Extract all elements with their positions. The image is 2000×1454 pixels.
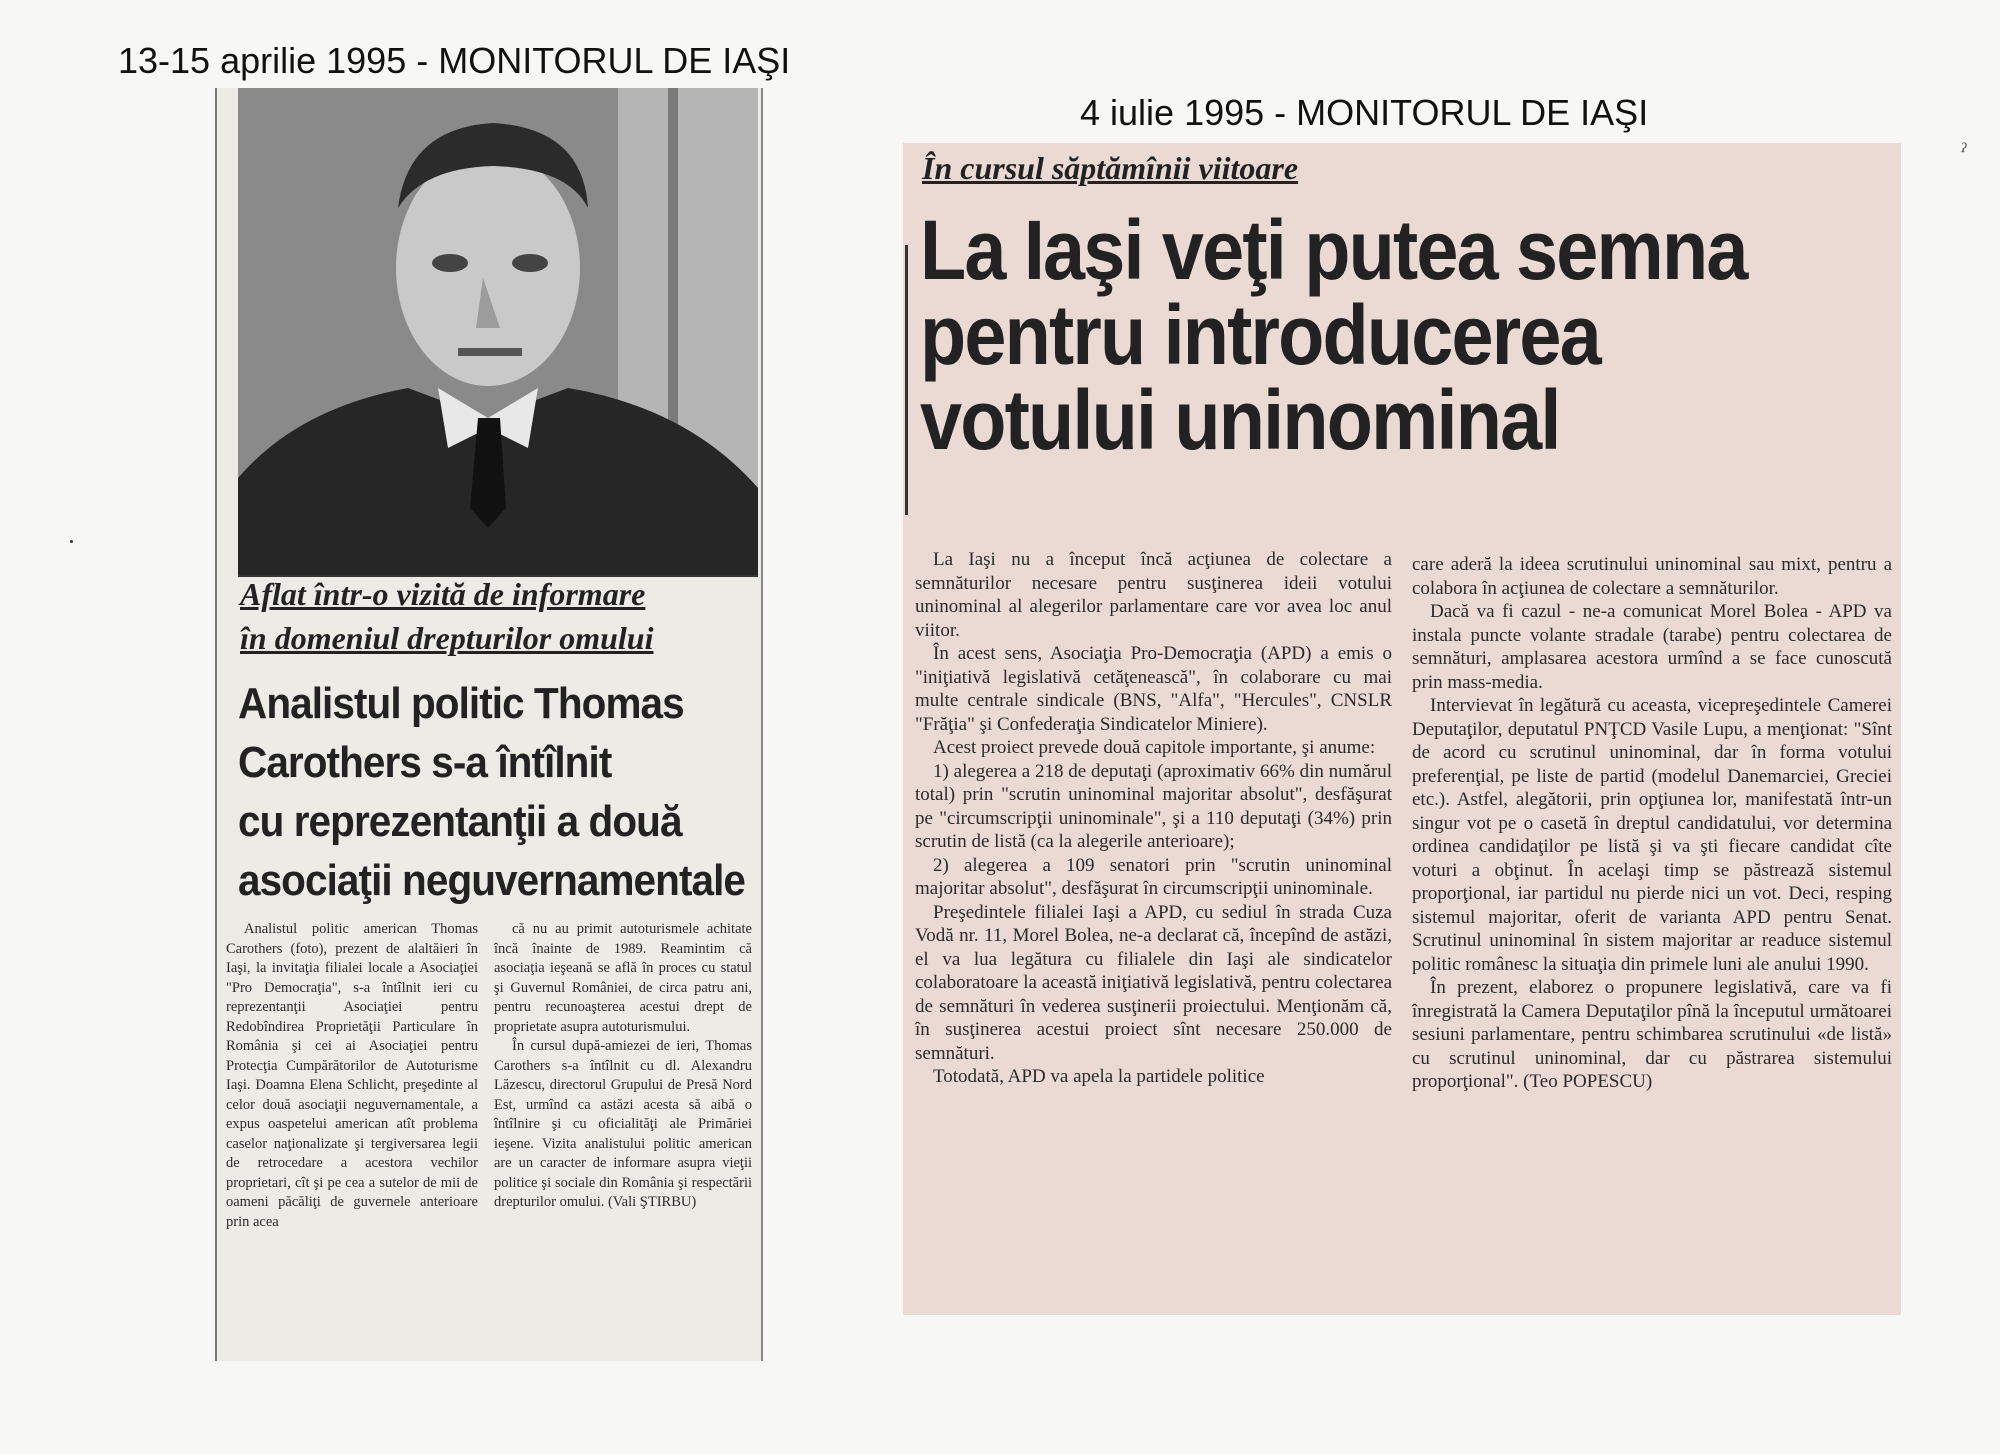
article-paragraph: În cursul după-amiezei de ieri, Thomas Carothers s-a întîlnit cu dl. Alexandru Lăzescu, directorul Grupului de Presă Nord Est, urmînd ca astăzi acesta să aibă o întîlnire şi cu oficialităţi ale Primăriei ieşene. Vizita analistului politic american are un caracter de informare asupra vieţii politice şi sociale din România şi respectării drepturilor omului. (Vali ŞTIRBU): [494, 1038, 752, 1210]
right-article-column-2: [1412, 553, 1892, 1094]
right-headline: [920, 203, 1802, 467]
left-headline-line: cu reprezentanţii a două: [238, 797, 682, 846]
article-paragraph: că nu au primit autoturismele achitate încă înainte de 1989. Reamintim că asociaţia ieşeană se află în proces cu statul şi Guvernul României, de circa patru ani, pentru recunoaşterea acestui drept de proprietate asupra autoturismului.: [494, 921, 752, 1035]
article-paragraph: 1) alegerea a 218 de deputaţi (aproximativ 66% din numărul total) prin "scrutin uninominal majoritar absolut", desfăşurat pe "circumscripţii uninominale", şi a 110 deputaţi (34%) prin scrutin de listă (ca la alegerile anterioare);: [915, 760, 1392, 852]
left-headline-line: Carothers s-a întîlnit: [238, 738, 612, 787]
speck: [70, 540, 73, 543]
left-article-column-1: [226, 920, 478, 1232]
article-paragraph: În prezent, elaborez o propunere legislativă, care va fi înregistrată la Camera Deputaţilor pînă la începutul următoarei sesiuni parlamentare, pentru schimbarea scrutinului «de listă» cu scrutinul uninominal, dar cu păstrarea sistemului proporţional". (Teo POPESCU): [1412, 977, 1892, 1092]
right-headline-line: votului uninominal: [920, 373, 1560, 467]
right-article-column-1: [915, 548, 1392, 1089]
article-paragraph: În acest sens, Asociaţia Pro-Democraţia (APD) a emis o "iniţiativă legislativă cetăţenească", în colaborare cu mai multe centrale sindicale (BNS, "Alfa", "Hercules", CNSLR "Frăţia" şi Confederaţia Sindicatelor Miniere).: [915, 643, 1392, 735]
article-paragraph: Analistul politic american Thomas Carothers (foto), prezent de alaltăieri în Iaşi, la invitaţia filialei locale a Asociaţiei "Pro Democraţia", s-a întîlnit ieri cu reprezentanţii Asociaţiei pentru Redobîndirea Proprietăţii Particulare în România şi cei ai Asociaţiei pentru Protecţia Cumpărătorilor de Autoturisme Iaşi. Doamna Elena Schlicht, preşedinte al celor două asociaţii neguvernamentale, a expus oaspetelui american atît problema caselor naţionalizate şi tergiversarea legii de retrocedare a acestora vechilor proprietari, cît şi pe cea a sutelor de mii de oameni păcăliţi de guvernele anterioare prin acea: [226, 921, 478, 1230]
left-headline: [238, 679, 746, 918]
left-kicker-line-1: Aflat într-o vizită de informare: [240, 576, 646, 612]
left-headline-line: Analistul politic Thomas: [238, 679, 684, 728]
margin-mark: ˀ: [1960, 138, 1966, 163]
right-headline-line: La Iaşi veţi putea semna: [920, 203, 1747, 297]
article-paragraph: Intervievat în legătură cu aceasta, vicepreşedintele Camerei Deputaţilor, deputatul PNŢCD Vasile Lupu, a menţionat: "Sînt de acord cu scrutinul uninominal, dar în forma votului preferenţial, pe liste de partid (modelul Danemarciei, Greciei etc.). Astfel, alegătorii, prin opţiunea lor, manifestată într-un singur vot pe o casetă în dreptul candidatului, vor determina ordinea candidaţilor pe listă şi va şti fiecare candidat cîte voturi a obţinut. În acelaşi timp se păstrează sistemul proporţional, iar partidul nu pierde nici un vot. Deci, resping sistemul majoritar, oferit de varianta APD pentru Senat. Scrutinul uninominal în sistem majoritar ar readuce sistemul politic românesc la situaţia din primele luni ale anului 1990.: [1412, 695, 1892, 975]
headline-side-rule: [905, 245, 908, 515]
article-paragraph: Dacă va fi cazul - ne-a comunicat Morel Bolea - APD va instala puncte volante stradale (tarabe) pentru colectarea de semnături, amplasarea acestora urmînd a se face cunoscută prin mass-media.: [1412, 601, 1892, 693]
article-paragraph: Preşedintele filialei Iaşi a APD, cu sediul în strada Cuza Vodă nr. 11, Morel Bolea, ne-a declarat că, începînd de astăzi, el va lua legătura cu filialele din Iaşi ale sindicatelor colaboratoare la această iniţiativă legislativă, pentru colectarea de semnături în vederea susţinerii proiectului. Menţionăm că, în susţinerea acestui proiect sînt necesare 250.000 de semnături.: [915, 901, 1392, 1064]
portrait-photo-icon: [238, 88, 758, 575]
left-kicker-line-2: în domeniul drepturilor omului: [240, 620, 654, 656]
article-paragraph: care aderă la ideea scrutinului uninominal sau mixt, pentru a colabora în acţiunea de colectare a semnăturilor.: [1412, 554, 1892, 599]
article-paragraph: Totodată, APD va apela la partidele politice: [933, 1066, 1265, 1087]
article-paragraph: Acest proiect prevede două capitole importante, şi anume:: [933, 737, 1376, 758]
left-headline-line: asociaţii neguvernamentale: [238, 856, 746, 905]
right-headline-line: pentru introducerea: [920, 288, 1600, 382]
right-kicker: În cursul săptămînii viitoare: [922, 150, 1299, 186]
left-article-column-2: [494, 920, 752, 1213]
left-clipping-date: 13-15 aprilie 1995 - MONITORUL DE IAŞI: [118, 40, 791, 81]
right-clipping-date: 4 iulie 1995 - MONITORUL DE IAŞI: [1080, 92, 1649, 133]
article-paragraph: 2) alegerea a 109 senatori prin "scrutin uninominal majoritar absolut", desfăşurat în circumscripţii uninominale.: [915, 854, 1392, 899]
article-paragraph: La Iaşi nu a început încă acţiunea de colectare a semnăturilor necesare pentru susţinerea ideii votului uninominal al alegerilor parlamentare care vor avea loc anul viitor.: [915, 549, 1392, 641]
